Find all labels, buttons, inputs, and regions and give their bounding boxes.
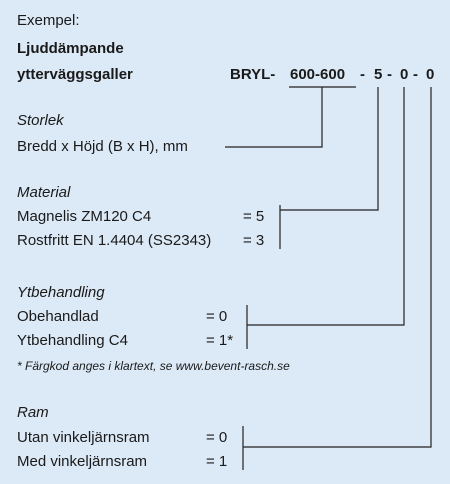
material-heading: Material (17, 184, 71, 201)
size-connector (225, 87, 322, 147)
size-description: Bredd x Höjd (B x H), mm (17, 138, 188, 155)
finish-connector (247, 87, 404, 325)
frame-heading: Ram (17, 404, 49, 421)
material-option-label: Rostfritt EN 1.4404 (SS2343) (17, 232, 212, 249)
code-frame: 0 (426, 66, 435, 83)
material-connector (280, 87, 378, 210)
finish-footnote: * Färgkod anges i klartext, se www.bevent-rasch.se (17, 359, 290, 373)
material-option-label: Magnelis ZM120 C4 (17, 208, 152, 225)
size-heading: Storlek (17, 112, 64, 129)
material-option-value: = 3 (243, 232, 265, 249)
code-separator: - (387, 66, 392, 83)
product-name-line2: ytterväggsgaller (17, 66, 133, 83)
frame-option-value: = 0 (206, 429, 228, 446)
frame-option-value: = 1 (206, 453, 228, 470)
example-label: Exempel: (17, 12, 80, 29)
frame-connector (243, 87, 431, 447)
code-separator: - (413, 66, 418, 83)
frame-option-label: Med vinkeljärnsram (17, 453, 148, 470)
product-name-line1: Ljuddämpande (17, 40, 124, 57)
code-finish: 0 (400, 66, 409, 83)
finish-option-value: = 1* (206, 332, 234, 349)
code-size: 600-600 (290, 66, 346, 83)
finish-option-label: Obehandlad (17, 308, 99, 325)
finish-option-label: Ytbehandling C4 (17, 332, 128, 349)
code-separator: - (360, 66, 365, 83)
finish-option-value: = 0 (206, 308, 228, 325)
code-material: 5 (374, 66, 383, 83)
frame-option-label: Utan vinkeljärnsram (17, 429, 150, 446)
finish-heading: Ytbehandling (17, 284, 105, 301)
code-prefix: BRYL- (230, 66, 276, 83)
material-option-value: = 5 (243, 208, 265, 225)
